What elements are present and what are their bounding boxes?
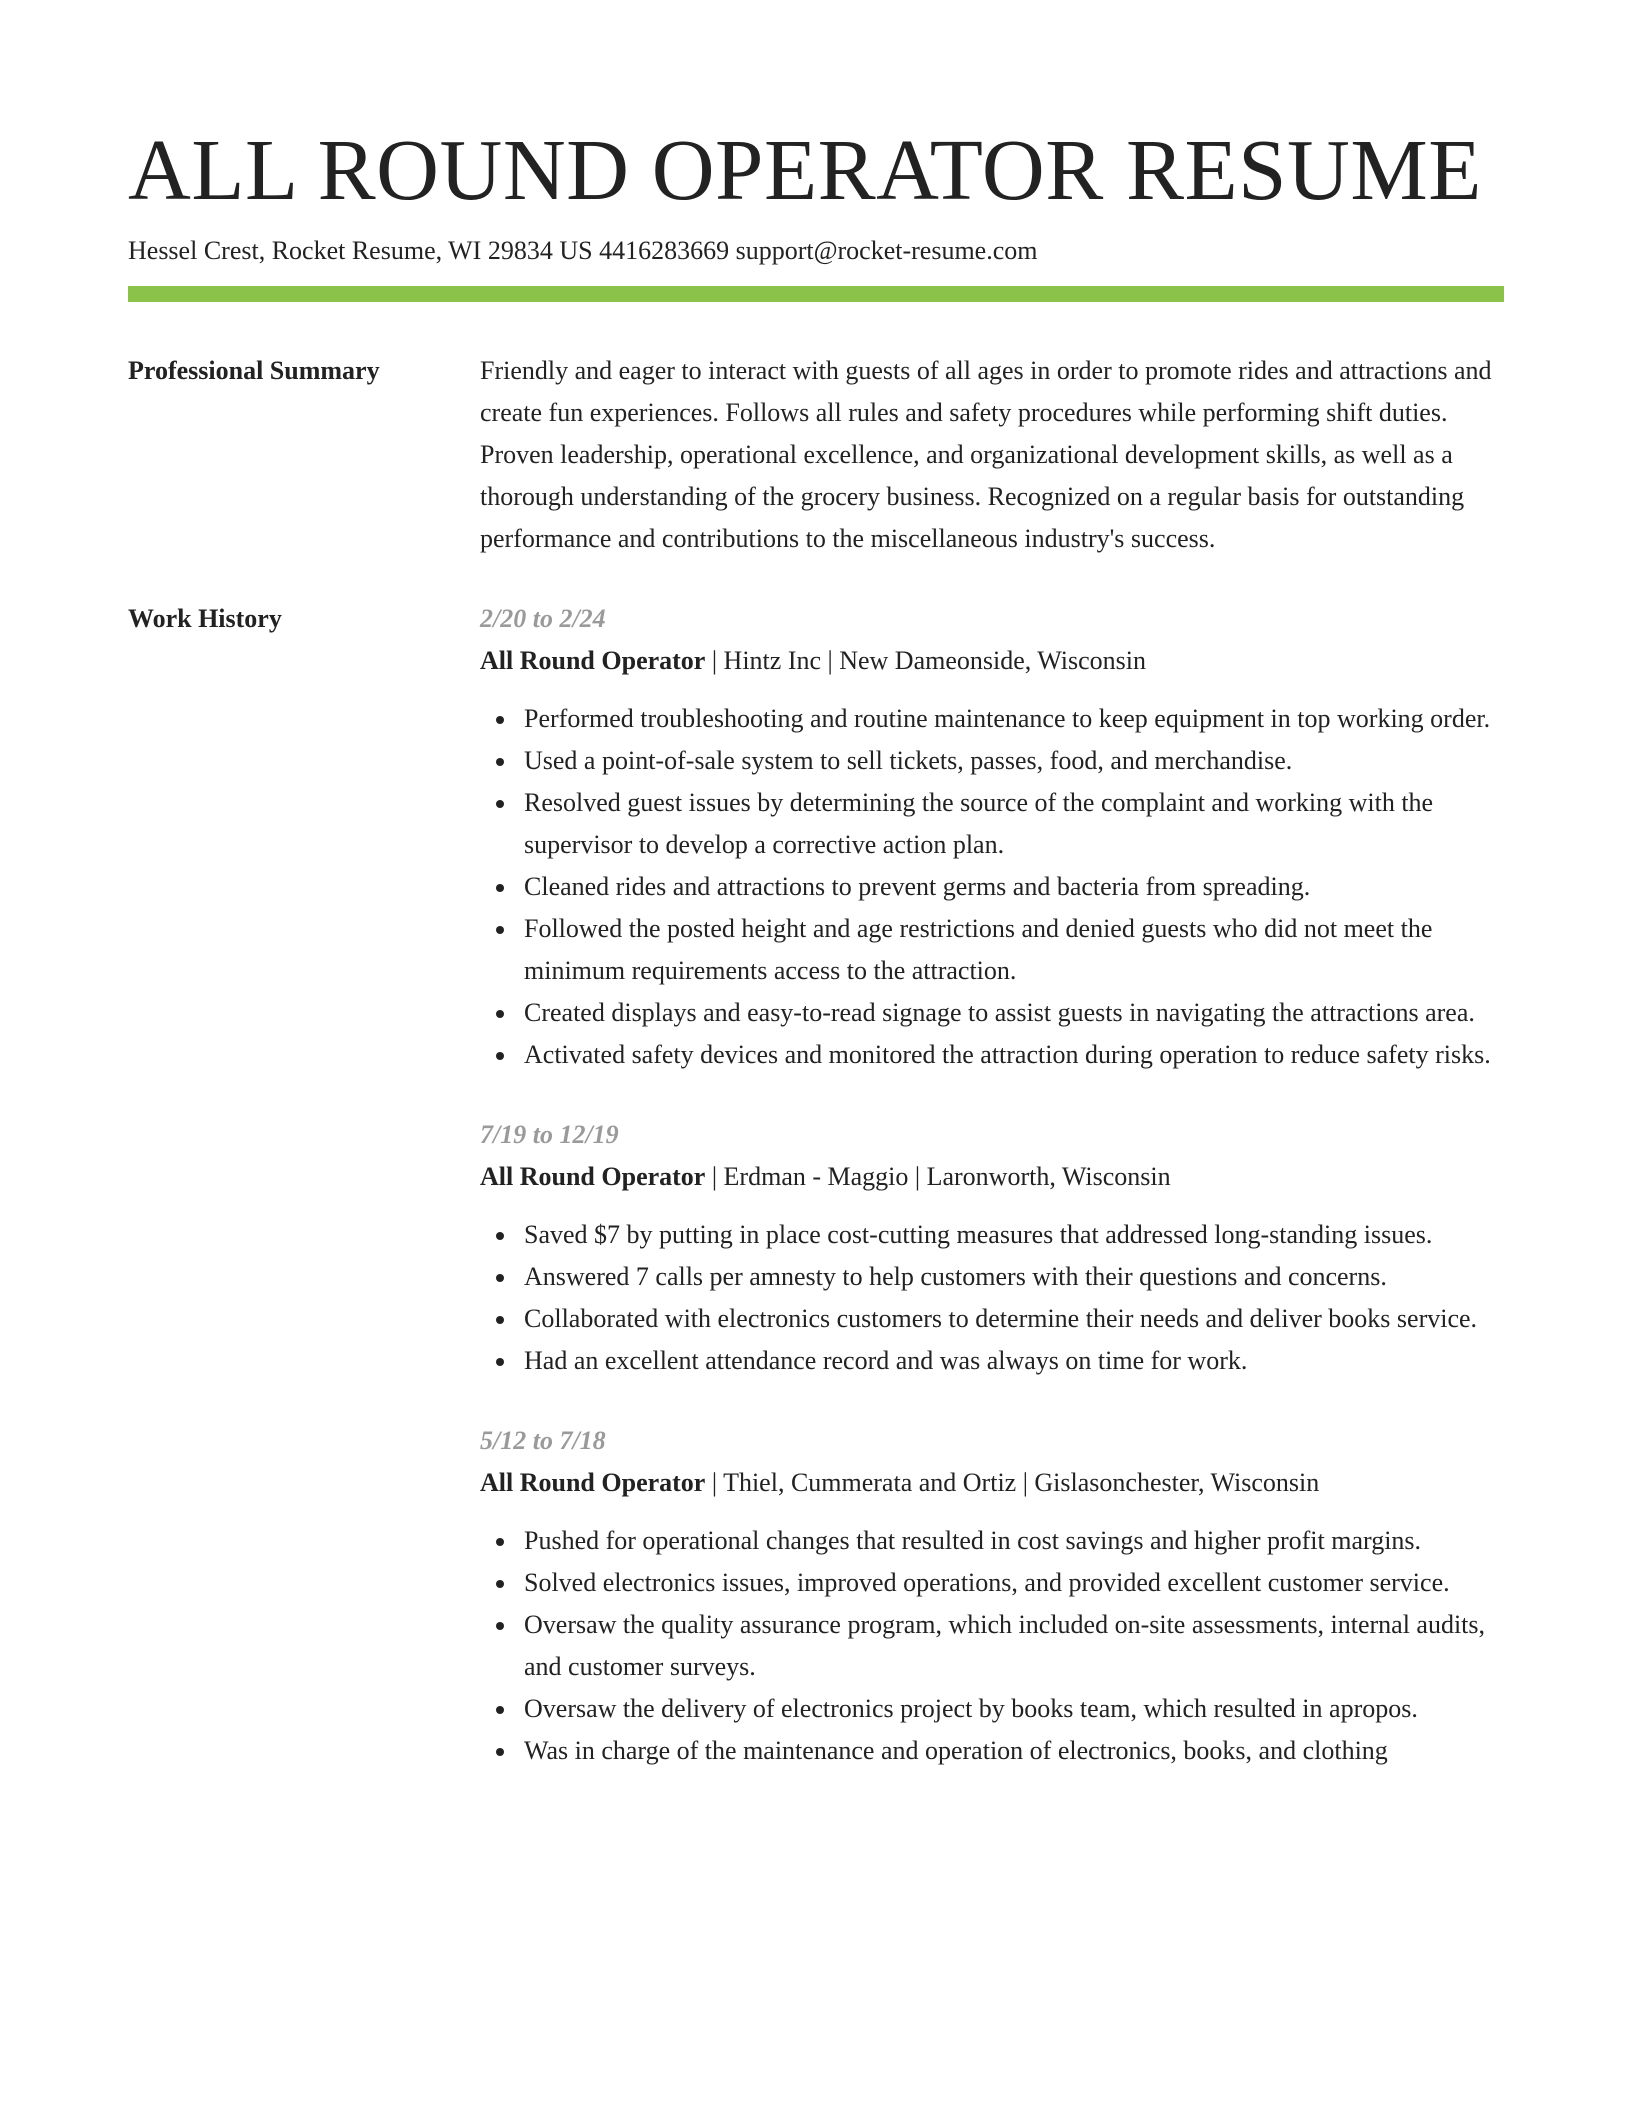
job-bullet: Was in charge of the maintenance and operation of electronics, books, and clothing (524, 1730, 1504, 1772)
job-dates: 2/20 to 2/24 (480, 604, 606, 633)
job-details: | Thiel, Cummerata and Ortiz | Gislasonchester, Wisconsin (705, 1468, 1320, 1497)
job-heading (480, 1156, 1504, 1198)
job-bullet: Resolved guest issues by determining the source of the complaint and working with the supervisor to develop a corrective action plan. (524, 782, 1504, 866)
job-bullet: Pushed for operational changes that resulted in cost savings and higher profit margins. (524, 1520, 1504, 1562)
contact-line: Hessel Crest, Rocket Resume, WI 29834 US 4416283669 support@rocket-resume.com (128, 236, 1038, 265)
job-entry (480, 1114, 1504, 1382)
job-bullet: Answered 7 calls per amnesty to help customers with their questions and concerns. (524, 1256, 1504, 1298)
professional-summary-section (128, 350, 1504, 560)
job-dates: 7/19 to 12/19 (480, 1120, 619, 1149)
summary-text: Friendly and eager to interact with guests of all ages in order to promote rides and attractions and create fun experiences. Follows all rules and safety procedures while performing shift duties. Proven leadership, operational excellence, and organizational development skills, as well as a thorough understanding of the grocery business. Recognized on a regular basis for outstanding performance and contributions to the miscellaneous industry's success. (480, 356, 1492, 553)
accent-divider (128, 286, 1504, 302)
job-bullet: Performed troubleshooting and routine maintenance to keep equipment in top working order. (524, 698, 1504, 740)
job-bullet: Solved electronics issues, improved operations, and provided excellent customer service. (524, 1562, 1504, 1604)
job-bullet: Followed the posted height and age restrictions and denied guests who did not meet the minimum requirements access to the attraction. (524, 908, 1504, 992)
job-bullet: Collaborated with electronics customers to determine their needs and deliver books service. (524, 1298, 1504, 1340)
job-title: All Round Operator (480, 646, 706, 675)
job-heading (480, 640, 1504, 682)
job-bullet-list (480, 1520, 1504, 1772)
summary-body (480, 350, 1504, 560)
section-title-work-history: Work History (128, 604, 282, 633)
work-history-body (480, 598, 1504, 1810)
job-entry (480, 1420, 1504, 1772)
job-entry (480, 598, 1504, 1076)
job-bullet: Had an excellent attendance record and was always on time for work. (524, 1340, 1504, 1382)
job-bullet: Oversaw the delivery of electronics project by books team, which resulted in apropos. (524, 1688, 1504, 1730)
job-title: All Round Operator (480, 1468, 706, 1497)
job-bullet: Activated safety devices and monitored the attraction during operation to reduce safety risks. (524, 1034, 1504, 1076)
resume-title: ALL ROUND OPERATOR RESUME (128, 121, 1482, 218)
job-bullet: Cleaned rides and attractions to prevent germs and bacteria from spreading. (524, 866, 1504, 908)
job-title: All Round Operator (480, 1162, 706, 1191)
job-bullet: Saved $7 by putting in place cost-cutting measures that addressed long-standing issues. (524, 1214, 1504, 1256)
section-title-summary: Professional Summary (128, 356, 380, 385)
job-dates: 5/12 to 7/18 (480, 1426, 606, 1455)
job-heading (480, 1462, 1504, 1504)
job-bullet-list (480, 1214, 1504, 1382)
job-bullet-list (480, 698, 1504, 1076)
job-details: | Hintz Inc | New Dameonside, Wisconsin (705, 646, 1147, 675)
job-bullet: Used a point-of-sale system to sell tickets, passes, food, and merchandise. (524, 740, 1504, 782)
work-history-section (128, 598, 1504, 1810)
resume-page (128, 118, 1504, 1810)
job-bullet: Oversaw the quality assurance program, which included on-site assessments, internal audits, and customer surveys. (524, 1604, 1504, 1688)
job-bullet: Created displays and easy-to-read signage to assist guests in navigating the attractions area. (524, 992, 1504, 1034)
job-details: | Erdman - Maggio | Laronworth, Wisconsin (705, 1162, 1171, 1191)
